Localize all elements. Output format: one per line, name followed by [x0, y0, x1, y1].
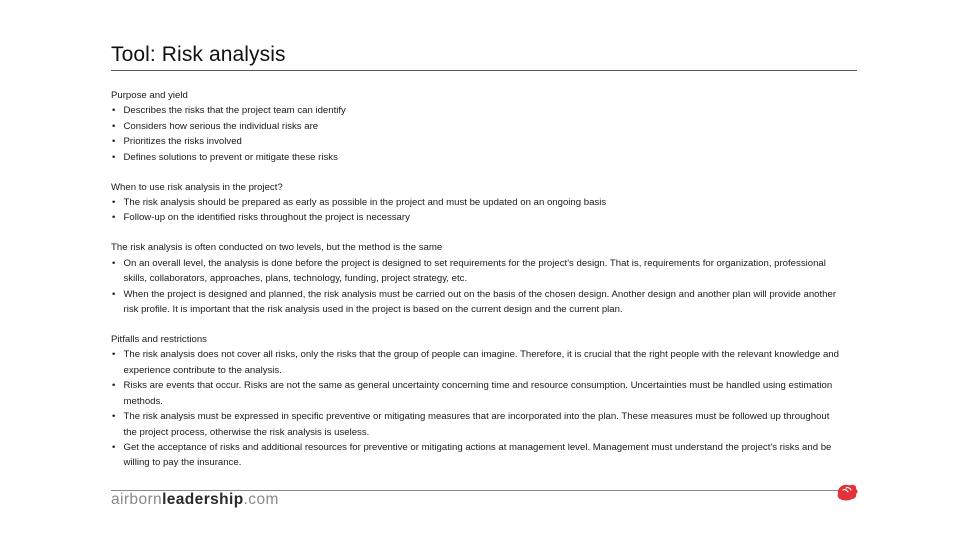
bullet-icon: •	[112, 151, 116, 163]
list-item-text: When the project is designed and planned, the risk analysis must be carried out on the basis of the chosen design. Another design and another plan will provide another risk profile. It is important that the risk analysis used in the project is based on the current design and the current plan.	[123, 288, 837, 316]
logo-text-airborn: airborn	[111, 491, 163, 508]
section-heading: Pitfalls and restrictions	[111, 334, 207, 346]
list-item	[111, 409, 841, 440]
airbornleadership-logo	[111, 491, 279, 509]
list-item	[111, 378, 841, 409]
bullet-icon: •	[112, 411, 116, 423]
page-title: Tool: Risk analysis	[111, 43, 286, 66]
list-item	[111, 210, 841, 225]
section-heading: Purpose and yield	[111, 90, 188, 101]
section-purpose	[111, 88, 841, 165]
section-when-to-use	[111, 180, 841, 226]
red-hand-icon	[834, 481, 860, 503]
bullet-list	[111, 256, 841, 318]
bullet-icon: •	[112, 441, 116, 453]
list-item	[111, 119, 841, 134]
list-item	[111, 347, 841, 378]
logo-text-leadership: leadership	[162, 491, 244, 508]
bullet-list	[111, 195, 841, 226]
list-item-text: Describes the risks that the project team can identify	[123, 105, 346, 117]
list-item-text: Considers how serious the individual risks are	[123, 120, 319, 132]
section-pitfalls	[111, 332, 841, 471]
list-item-text: On an overall level, the analysis is done before the project is designed to set requirements for the project's design. That is, requirements for organization, professional skills, collaborators, approaches, plans, technology, funding, project strategy, etc.	[123, 257, 826, 285]
list-item	[111, 103, 841, 118]
list-item	[111, 287, 841, 318]
title-divider	[111, 70, 857, 71]
bullet-icon: •	[112, 380, 116, 392]
bullet-icon: •	[112, 120, 116, 132]
bullet-icon: •	[112, 288, 116, 300]
list-item	[111, 134, 841, 149]
list-item-text: Prioritizes the risks involved	[123, 136, 242, 148]
section-heading: The risk analysis is often conducted on two levels, but the method is the same	[111, 242, 443, 254]
bullet-icon: •	[112, 197, 116, 209]
bullet-icon: •	[112, 257, 116, 269]
bullet-list	[111, 347, 841, 470]
content-body	[111, 88, 841, 485]
bullet-list	[111, 103, 841, 165]
list-item-text: Defines solutions to prevent or mitigate these risks	[123, 151, 338, 163]
list-item-text: Follow-up on the identified risks throughout the project is necessary	[123, 212, 410, 224]
list-item-text: Risks are events that occur. Risks are not the same as general uncertainty concerning time and resource consumption. Uncertainties must be handled using estimation methods.	[123, 380, 833, 407]
section-heading: When to use risk analysis in the project?	[111, 181, 283, 193]
section-two-levels	[111, 240, 841, 317]
list-item	[111, 195, 841, 210]
bullet-icon: •	[112, 212, 116, 224]
list-item	[111, 440, 841, 471]
list-item-text: Get the acceptance of risks and additional resources for preventive or mitigating actions at management level. Management must understand the project's risks and be willing to pay the insurance.	[123, 441, 832, 469]
list-item-text: The risk analysis must be expressed in specific preventive or mitigating measures that are incorporated into the plan. These measures must be followed up throughout the project process, otherwise the risk analysis is useless.	[123, 411, 830, 438]
list-item	[111, 150, 841, 165]
list-item-text: The risk analysis does not cover all risks, only the risks that the group of people can imagine. Therefore, it is crucial that the right people with the relevant knowledge and experience contribute to the analysis.	[123, 349, 839, 376]
logo-text-domain: .com	[243, 491, 279, 508]
bullet-icon: •	[112, 136, 116, 148]
list-item-text: The risk analysis should be prepared as early as possible in the project and must be updated on an ongoing basis	[123, 197, 607, 209]
bullet-icon: •	[112, 105, 116, 117]
bullet-icon: •	[112, 349, 116, 361]
list-item	[111, 256, 841, 287]
